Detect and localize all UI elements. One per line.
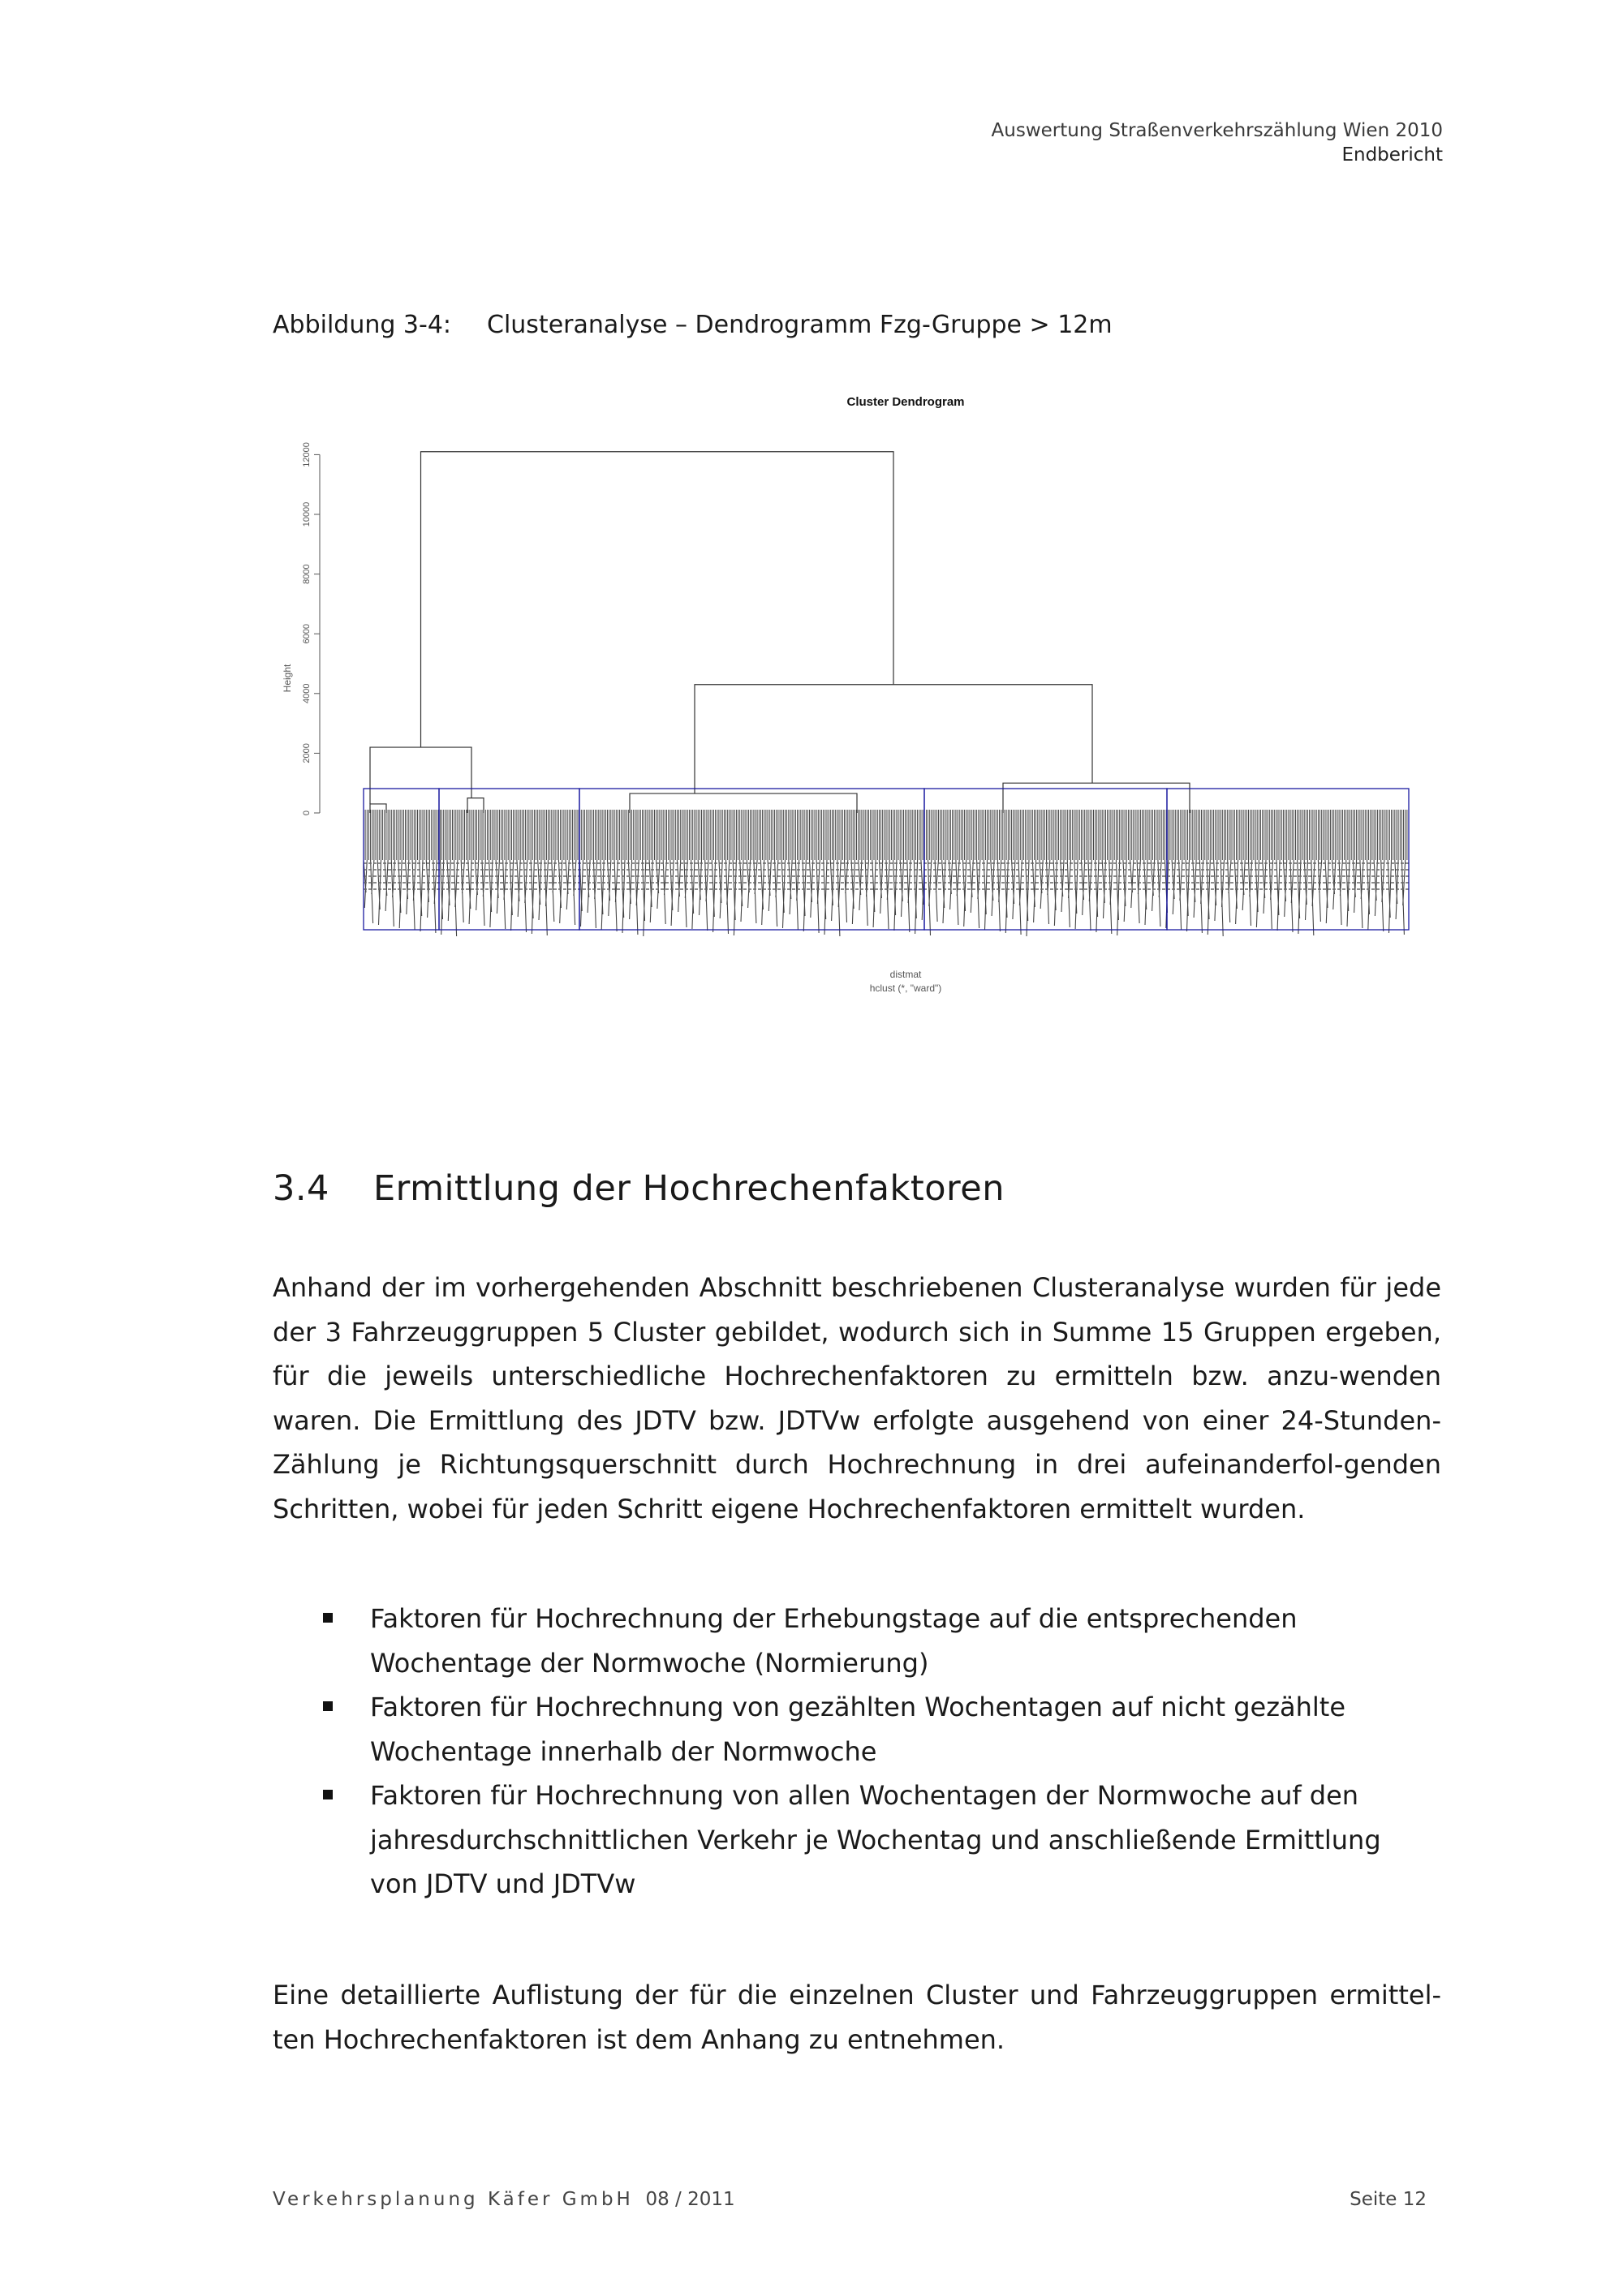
section-title: Ermittlung der Hochrechenfaktoren: [373, 1168, 1005, 1209]
bullet-list: [316, 1597, 1404, 1907]
paragraph-anhang: Eine detaillierte Auflistung der für die einzelnen Cluster und Fahrzeuggruppen ermittel-ten Hochrechenfaktoren ist dem Anhang zu entnehmen.: [273, 1980, 1441, 2055]
dendrogram-leaves: [364, 810, 1409, 860]
merge-root: [421, 452, 894, 747]
square-bullet-icon: [323, 1701, 333, 1711]
bullet-text: Faktoren für Hochrechnung von gezählten Wochentagen auf nicht gezählte Wochentage innerhalb der Normwoche: [370, 1692, 1345, 1767]
chart-x-axis-label-1: distmat: [889, 969, 922, 980]
figure-caption-label: Abbildung 3-4:: [273, 311, 452, 339]
bullet-item: [316, 1597, 1404, 1685]
figure-caption: [273, 311, 1113, 339]
y-tick-label: 4000: [302, 683, 312, 704]
page-header: [992, 118, 1443, 167]
y-tick-label: 10000: [302, 501, 312, 527]
page-footer: [273, 2189, 1427, 2210]
y-tick-label: 2000: [302, 743, 312, 763]
bullet-text: Faktoren für Hochrechnung von allen Wochentagen der Normwoche auf den jahresdurchschnittlichen Verkehr je Wochentag und anschließende Ermittlung von JDTV und JDTVw: [370, 1780, 1381, 1899]
figure-caption-text: Clusteranalyse – Dendrogramm Fzg-Gruppe > 12m: [487, 311, 1113, 339]
merge-B2: [1003, 783, 1190, 813]
merge-A: [370, 747, 471, 804]
dendrogram-figure: [273, 381, 1433, 1006]
square-bullet-icon: [323, 1613, 333, 1623]
header-report-type: Endbericht: [1341, 144, 1443, 166]
y-tick-label: 12000: [302, 442, 312, 467]
bullet-item: [316, 1774, 1404, 1907]
y-tick-label: 6000: [302, 623, 312, 644]
header-report-title: Auswertung Straßenverkehrszählung Wien 2010: [991, 120, 1443, 141]
bullet-item: [316, 1685, 1404, 1774]
y-tick-label: 8000: [302, 564, 312, 584]
chart-y-axis-label: Height: [282, 664, 293, 693]
section-number: 3.4: [273, 1168, 329, 1209]
paragraph-clusteranalyse: Anhand der im vorhergehenden Abschnitt beschriebenen Clusteranalyse wurden für jede der 3 Fahrzeuggruppen 5 Cluster gebildet, wodurch sich in Summe 15 Gruppen ergeben, für die jeweils unterschiedliche Hochrechenfaktoren zu ermitteln bzw. anzu-wenden waren. Die Ermittlung des JDTV bzw. JDTVw erfolgte ausgehend von einer 24-Stunden-Zählung je Richtungsquerschnitt durch Hochrechnung in drei aufeinanderfol-genden Schritten, wobei für jeden Schritt eigene Hochrechenfaktoren ermittelt wurden.: [273, 1272, 1441, 1524]
square-bullet-icon: [323, 1790, 333, 1799]
leaf-label-band: [364, 860, 1406, 936]
merge-B: [695, 685, 1092, 793]
footer-page-number: Seite 12: [1350, 2189, 1427, 2210]
dendrogram-chart: [273, 381, 1433, 1006]
footer-firm: Verkehrsplanung Käfer GmbH: [273, 2189, 634, 2210]
chart-title: Cluster Dendrogram: [846, 395, 965, 409]
bullet-text: Faktoren für Hochrechnung der Erhebungstage auf die entsprechenden Wochentage der Normwoche (Normierung): [370, 1603, 1298, 1679]
footer-date: 08 / 2011: [645, 2189, 735, 2210]
y-tick-label: 0: [302, 810, 312, 816]
section-heading: [273, 1168, 1005, 1209]
chart-x-axis-label-2: hclust (*, "ward"): [869, 982, 942, 994]
